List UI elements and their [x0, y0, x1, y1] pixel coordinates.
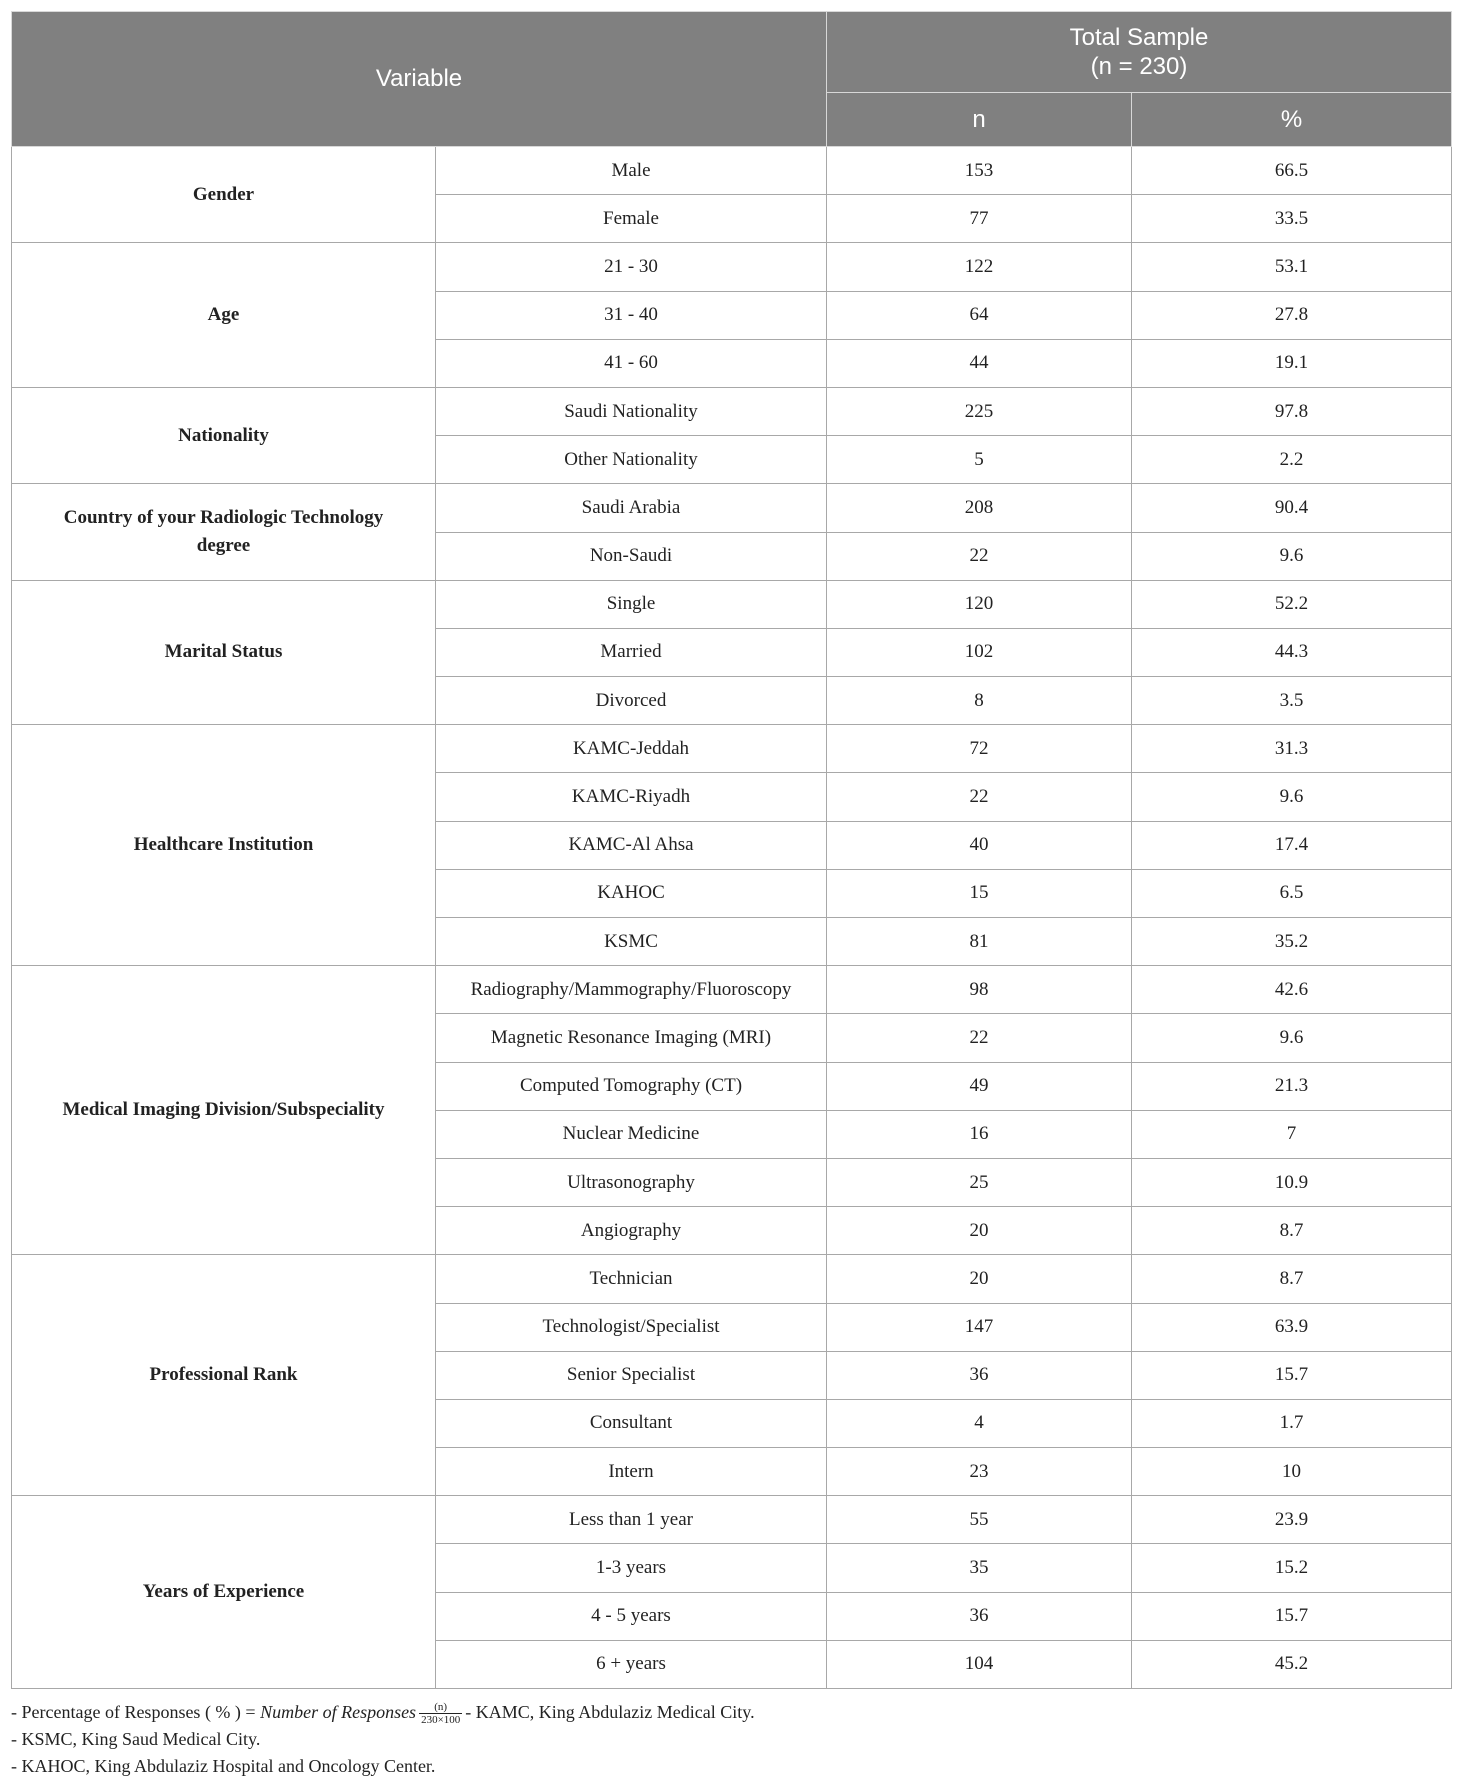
- n-cell: 77: [827, 195, 1132, 243]
- n-cell: 98: [827, 966, 1132, 1014]
- category-cell: Technologist/Specialist: [436, 1303, 827, 1351]
- percent-cell: 9.6: [1132, 532, 1452, 580]
- table-row: [12, 725, 1452, 773]
- percent-cell: 17.4: [1132, 821, 1452, 869]
- n-cell: 35: [827, 1544, 1132, 1592]
- n-cell: 15: [827, 869, 1132, 917]
- category-cell: 41 - 60: [436, 339, 827, 387]
- table-body: [12, 147, 1452, 1689]
- n-cell: 44: [827, 339, 1132, 387]
- category-cell: KAMC-Jeddah: [436, 725, 827, 773]
- category-cell: Married: [436, 628, 827, 676]
- n-cell: 55: [827, 1496, 1132, 1544]
- note-ksmc: - KSMC, King Saud Medical City.: [11, 1729, 261, 1750]
- note-formula-prefix: - Percentage of Responses ( % ) =: [11, 1702, 261, 1722]
- category-cell: KAMC-Al Ahsa: [436, 821, 827, 869]
- n-cell: 36: [827, 1592, 1132, 1640]
- n-cell: 20: [827, 1255, 1132, 1303]
- n-cell: 4: [827, 1399, 1132, 1447]
- n-cell: 40: [827, 821, 1132, 869]
- category-cell: Female: [436, 195, 827, 243]
- group-label: Country of your Radiologic Technology degree: [12, 484, 436, 580]
- n-cell: 81: [827, 918, 1132, 966]
- category-cell: Radiography/Mammography/Fluoroscopy: [436, 966, 827, 1014]
- group-label: Nationality: [12, 387, 436, 483]
- percent-cell: 44.3: [1132, 628, 1452, 676]
- percent-cell: 1.7: [1132, 1399, 1452, 1447]
- table-row: [12, 580, 1452, 628]
- category-cell: Divorced: [436, 677, 827, 725]
- note-kahoc: - KAHOC, King Abdulaziz Hospital and Oncology Center.: [11, 1756, 436, 1777]
- group-label: Professional Rank: [12, 1255, 436, 1496]
- percent-cell: 8.7: [1132, 1255, 1452, 1303]
- category-cell: Senior Specialist: [436, 1351, 827, 1399]
- table-row: [12, 484, 1452, 532]
- category-cell: Saudi Arabia: [436, 484, 827, 532]
- note-fraction-numerator: (n): [419, 1701, 462, 1714]
- table-container: [11, 11, 1451, 1780]
- note-kamc: - KAMC, King Abdulaziz Medical City.: [465, 1702, 755, 1722]
- n-cell: 120: [827, 580, 1132, 628]
- table-row: [12, 147, 1452, 195]
- category-cell: Single: [436, 580, 827, 628]
- category-cell: Less than 1 year: [436, 1496, 827, 1544]
- header-total-line2: (n = 230): [1090, 53, 1188, 80]
- percent-cell: 10.9: [1132, 1158, 1452, 1206]
- category-cell: Consultant: [436, 1399, 827, 1447]
- n-cell: 64: [827, 291, 1132, 339]
- n-cell: 147: [827, 1303, 1132, 1351]
- n-cell: 16: [827, 1110, 1132, 1158]
- percent-cell: 9.6: [1132, 1014, 1452, 1062]
- table-row: [12, 243, 1452, 291]
- percent-cell: 90.4: [1132, 484, 1452, 532]
- percent-cell: 33.5: [1132, 195, 1452, 243]
- n-cell: 104: [827, 1640, 1132, 1688]
- category-cell: KAHOC: [436, 869, 827, 917]
- n-cell: 122: [827, 243, 1132, 291]
- category-cell: 1-3 years: [436, 1544, 827, 1592]
- percent-cell: 97.8: [1132, 387, 1452, 435]
- category-cell: KSMC: [436, 918, 827, 966]
- category-cell: Angiography: [436, 1207, 827, 1255]
- percent-cell: 21.3: [1132, 1062, 1452, 1110]
- group-label: Healthcare Institution: [12, 725, 436, 966]
- percent-cell: 35.2: [1132, 918, 1452, 966]
- category-cell: KAMC-Riyadh: [436, 773, 827, 821]
- n-cell: 20: [827, 1207, 1132, 1255]
- percent-cell: 6.5: [1132, 869, 1452, 917]
- group-label: Marital Status: [12, 580, 436, 725]
- n-cell: 72: [827, 725, 1132, 773]
- header-percent: %: [1132, 93, 1452, 147]
- n-cell: 225: [827, 387, 1132, 435]
- percent-cell: 2.2: [1132, 436, 1452, 484]
- category-cell: Saudi Nationality: [436, 387, 827, 435]
- n-cell: 36: [827, 1351, 1132, 1399]
- percent-cell: 42.6: [1132, 966, 1452, 1014]
- note-fraction-denominator: 230×100: [421, 1714, 461, 1727]
- percent-cell: 15.7: [1132, 1592, 1452, 1640]
- percent-cell: 9.6: [1132, 773, 1452, 821]
- category-cell: 31 - 40: [436, 291, 827, 339]
- n-cell: 5: [827, 436, 1132, 484]
- percent-cell: 8.7: [1132, 1207, 1452, 1255]
- table-row: [12, 966, 1452, 1014]
- n-cell: 8: [827, 677, 1132, 725]
- category-cell: Non-Saudi: [436, 532, 827, 580]
- group-label: Medical Imaging Division/Subspeciality: [12, 966, 436, 1255]
- percent-cell: 15.2: [1132, 1544, 1452, 1592]
- category-cell: Other Nationality: [436, 436, 827, 484]
- header-total-line1: Total Sample: [1069, 24, 1209, 51]
- header-n: n: [827, 93, 1132, 147]
- header-variable: Variable: [12, 12, 827, 147]
- n-cell: 22: [827, 1014, 1132, 1062]
- category-cell: Ultrasonography: [436, 1158, 827, 1206]
- category-cell: Nuclear Medicine: [436, 1110, 827, 1158]
- percent-cell: 10: [1132, 1448, 1452, 1496]
- percent-cell: 19.1: [1132, 339, 1452, 387]
- percent-cell: 31.3: [1132, 725, 1452, 773]
- category-cell: Magnetic Resonance Imaging (MRI): [436, 1014, 827, 1062]
- category-cell: Computed Tomography (CT): [436, 1062, 827, 1110]
- demographics-table: [11, 11, 1452, 1689]
- header-total-sample: [827, 12, 1452, 93]
- group-label: Years of Experience: [12, 1496, 436, 1689]
- n-cell: 102: [827, 628, 1132, 676]
- category-cell: 6 + years: [436, 1640, 827, 1688]
- category-cell: 4 - 5 years: [436, 1592, 827, 1640]
- percent-cell: 23.9: [1132, 1496, 1452, 1544]
- table-notes: [11, 1699, 1451, 1780]
- percent-cell: 66.5: [1132, 147, 1452, 195]
- n-cell: 22: [827, 532, 1132, 580]
- percent-cell: 53.1: [1132, 243, 1452, 291]
- percent-cell: 15.7: [1132, 1351, 1452, 1399]
- table-row: [12, 387, 1452, 435]
- table-row: [12, 1496, 1452, 1544]
- n-cell: 208: [827, 484, 1132, 532]
- percent-cell: 63.9: [1132, 1303, 1452, 1351]
- n-cell: 22: [827, 773, 1132, 821]
- group-label: Gender: [12, 147, 436, 243]
- percent-cell: 3.5: [1132, 677, 1452, 725]
- n-cell: 25: [827, 1158, 1132, 1206]
- note-percentage: [11, 1699, 1451, 1726]
- n-cell: 23: [827, 1448, 1132, 1496]
- note-fraction: [419, 1701, 462, 1726]
- percent-cell: 45.2: [1132, 1640, 1452, 1688]
- category-cell: Intern: [436, 1448, 827, 1496]
- category-cell: 21 - 30: [436, 243, 827, 291]
- percent-cell: 52.2: [1132, 580, 1452, 628]
- category-cell: Technician: [436, 1255, 827, 1303]
- group-label: Age: [12, 243, 436, 388]
- percent-cell: 7: [1132, 1110, 1452, 1158]
- n-cell: 49: [827, 1062, 1132, 1110]
- note-formula-text: Number of Responses: [260, 1702, 417, 1722]
- table-row: [12, 1255, 1452, 1303]
- n-cell: 153: [827, 147, 1132, 195]
- category-cell: Male: [436, 147, 827, 195]
- percent-cell: 27.8: [1132, 291, 1452, 339]
